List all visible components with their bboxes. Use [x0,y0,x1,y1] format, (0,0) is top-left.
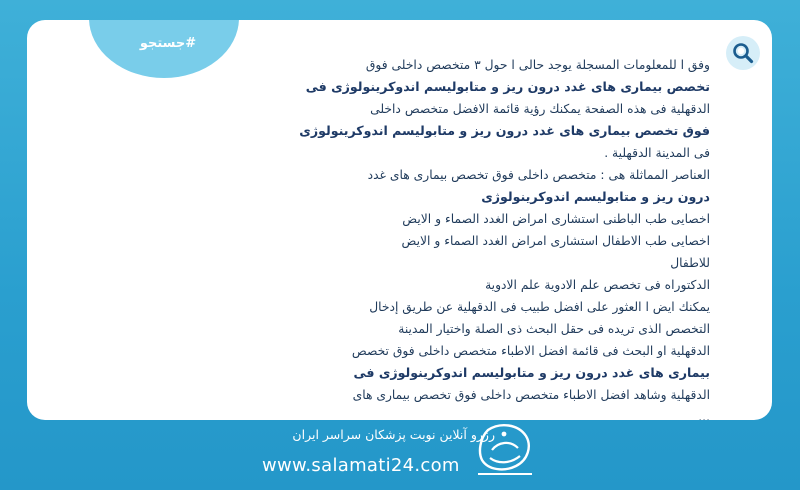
text-line: فى المدينة الدقهلية . [604,146,710,160]
text-line: الدقهلية او البحث فى قائمة افضل الاطباء متخصص داخلى فوق تخصص [351,344,710,358]
text-line: للاطفال [670,256,710,270]
text-line: بيمارى هاى غدد درون ريز و متابوليسم اندوكرينولوژى فى [353,365,710,380]
text-line: الدقهلية فى هذه الصفحة يمكنك رؤية قائمة الافضل متخصص داخلى [370,102,710,116]
text-line: درون ريز و متابوليسم اندوكرينولوژى [481,189,710,204]
text-line: اخصايى طب الباطنى استشارى امراض الغدد الصماء و الايض [402,212,710,226]
text-line: العناصر المماثلة هى : متخصص داخلى فوق تخصص بيمارى هاى غدد [367,168,710,182]
footer-tagline: رزرو آنلاین نوبت پزشکان سراسر ایران [292,427,495,442]
text-line: الدكتوراه فى تخصص علم الادوية علم الادوية [485,278,710,292]
text-line: اخصايى طب الاطفال استشارى امراض الغدد الصماء و الايض [401,234,710,248]
search-icon [732,42,754,64]
hashtag-search-tag[interactable]: #جستجو [139,36,197,51]
footer-url-link[interactable]: www.salamati24.com [262,455,460,476]
text-line: يمكنك ايض ا العثور على افضل طبيب فى الدقهلية عن طريق إدخال [369,300,710,314]
text-line: التخصص الذى تريده فى حقل البحث ذى الصلة واختيار المدينة [398,322,710,336]
text-line: ... [698,410,710,420]
content-card [27,20,772,420]
text-line: الدقهلية وشاهد افضل الاطباء متخصص داخلى فوق تخصص بيمارى هاى [352,388,710,402]
text-line: فوق تخصص بيمارى هاى غدد درون ريز و متابوليسم اندوكرينولوژى [299,123,710,138]
description-text [70,54,710,420]
text-line: وفق ا للمعلومات المسجلة يوجد حالى ا حول ٣ متخصص داخلى فوق [365,58,710,72]
text-line: تخصص بيمارى هاى غدد درون ريز و متابوليسم اندوكرينولوژى فى [305,79,710,94]
search-button[interactable] [726,36,760,70]
